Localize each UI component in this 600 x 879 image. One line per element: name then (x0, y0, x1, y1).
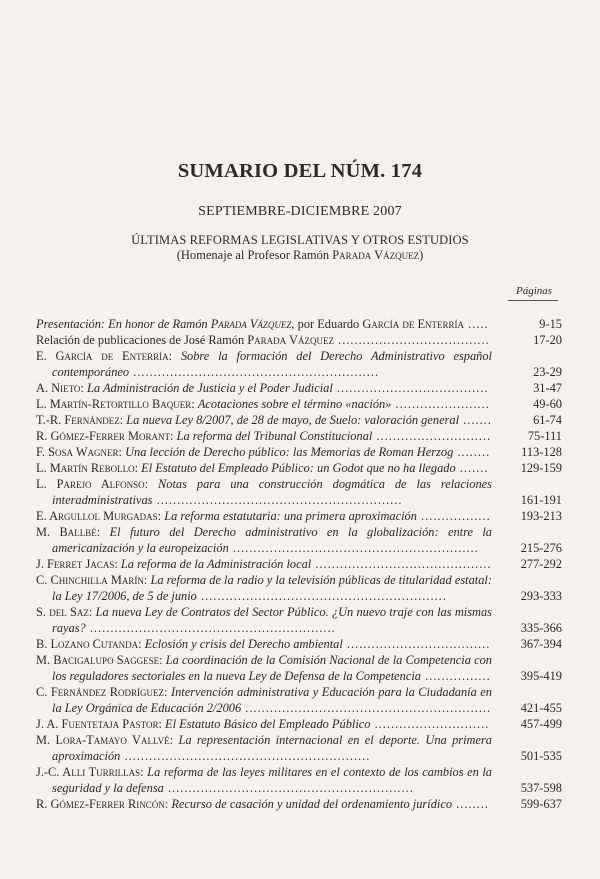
toc-title: El futuro del Derecho administrativo en la globalización: entre la americanización y la europeización (52, 525, 492, 555)
leader-dots: ............................................................ (196, 589, 447, 603)
toc-title: La reforma de las leyes militares en el contexto de los cambios en la seguridad y la defensa (52, 765, 492, 795)
toc-entry-text (36, 716, 492, 732)
toc-author: T.-R. Fernández: (36, 413, 124, 427)
toc-entry (36, 428, 562, 444)
toc-entry-text (36, 508, 492, 524)
toc-entry-text (36, 652, 492, 684)
toc-entry-text (36, 732, 492, 764)
toc-author: B. Lozano Cutanda: (36, 637, 142, 651)
toc-pages: 9-15 (539, 317, 562, 331)
leader-dots: ..................................... (334, 333, 490, 347)
toc-title: Presentación: En honor de Ramón (36, 317, 211, 331)
toc-entry (36, 524, 562, 556)
toc-entry-text (36, 476, 492, 508)
toc-entry (36, 316, 562, 332)
toc-entry (36, 572, 562, 604)
toc-author: M. Bacigalupo Saggese: (36, 653, 163, 667)
toc-pages: 17-20 (533, 333, 562, 347)
toc-entry-text (36, 796, 492, 812)
toc-author: L. Martín-Retortillo Baquer: (36, 397, 195, 411)
toc-pages: 457-499 (520, 717, 562, 731)
toc-title: La reforma del Tribunal Constitucional (176, 429, 373, 443)
toc-author: R. Gómez-Ferrer Morant: (36, 429, 174, 443)
toc-author: J. A. Fuentetaja Pastor: (36, 717, 162, 731)
toc-pages: 113-128 (521, 445, 562, 459)
leader-dots: ............................................................ (120, 749, 371, 763)
toc-pages: 537-598 (520, 781, 562, 795)
leader-dots: ............................................................ (85, 621, 336, 635)
toc-title: Una lección de Derecho público: las Memorias de Roman Herzog (125, 445, 454, 459)
toc-author: C. Chinchilla Marín: (36, 573, 148, 587)
toc-pages: 31-47 (533, 381, 562, 395)
toc-title: Notas para una construcción dogmática de las relaciones interadministrativas (52, 477, 492, 507)
leader-dots: ....................... (391, 397, 490, 411)
toc-entry (36, 396, 562, 412)
toc-author: E. Argullol Murgadas: (36, 509, 162, 523)
toc-author: J. Ferret Jacas: (36, 557, 118, 571)
toc-author: F. Sosa Wagner: (36, 445, 122, 459)
toc-entry-text (36, 572, 492, 604)
leader-dots: ............................................................ (228, 541, 479, 555)
toc-entry-text (36, 428, 492, 444)
toc-author: L. Martín Rebollo: (36, 461, 139, 475)
toc-entry (36, 460, 562, 476)
section-subtitle-prefix: (Homenaje al Profesor Ramón (176, 248, 333, 262)
toc-entry (36, 380, 562, 396)
leader-dots: ..................................... (332, 381, 489, 395)
toc-title: Eclosión y crisis del Derecho ambiental (144, 637, 343, 651)
toc-title: La Administración de Justicia y el Poder Judicial (86, 381, 333, 395)
toc-pages: 395-419 (520, 669, 562, 683)
toc-author: J.-C. Alli Turrillas: (36, 765, 144, 779)
leader-dots: ........ (453, 445, 491, 459)
leader-dots: ............................................................ (241, 701, 492, 715)
toc-pages: 421-455 (520, 701, 562, 715)
toc-pages: 501-535 (520, 749, 562, 763)
leader-dots: ............................ (370, 717, 490, 731)
toc-title: Recurso de casación y unidad del ordenamiento jurídico (171, 797, 453, 811)
toc-entry-text (36, 412, 492, 428)
leader-dots: ........ (452, 797, 489, 811)
toc-pages: 161-191 (520, 493, 562, 507)
toc-author: S. del Saz: (36, 605, 93, 619)
toc-pages: 335-366 (520, 621, 562, 635)
toc-entry (36, 348, 562, 380)
section-title: ÚLTIMAS REFORMAS LEGISLATIVAS Y OTROS ESTUDIOS (131, 233, 469, 247)
toc-pages: 293-333 (520, 589, 562, 603)
toc-pages: 215-276 (520, 541, 562, 555)
toc-author: E. García de Enterría: (36, 349, 173, 363)
leader-dots: ....... (459, 413, 492, 427)
section-subtitle-name: Parada Vázquez (332, 248, 420, 262)
pages-column-rule (508, 300, 558, 301)
leader-dots: ............................................................ (129, 365, 380, 379)
toc-pages: 367-394 (520, 637, 562, 651)
toc-title: La reforma de la radio y la televisión públicas de titularidad estatal: la Ley 17/2006, de 5 de junio (52, 573, 492, 603)
toc-entry (36, 764, 562, 796)
toc-entry (36, 556, 562, 572)
toc-entry (36, 732, 562, 764)
toc-entry (36, 444, 562, 460)
toc-entry-text (36, 524, 492, 556)
page-title: SUMARIO DEL NÚM. 174 (177, 160, 423, 182)
toc-title: La nueva Ley de Contratos del Sector Público. ¿Un nuevo traje con las mismas rayas? (52, 605, 492, 635)
leader-dots: ................. (416, 509, 491, 523)
leader-dots: ............................................................ (152, 493, 403, 507)
toc-entry (36, 508, 562, 524)
toc-title: El Estatuto Básico del Empleado Público (165, 717, 371, 731)
toc-entry-text (36, 316, 492, 332)
toc-entry-text (36, 636, 492, 652)
toc-text-name: Parada Vázquez (247, 333, 334, 347)
toc-entry-text (36, 380, 492, 396)
leader-dots: ................ (421, 669, 491, 683)
toc-title: Sobre la formación del Derecho Administrativo español contemporáneo (52, 349, 492, 379)
toc-author: R. Gómez-Ferrer Rincón: (36, 797, 169, 811)
toc-pages: 23-29 (533, 365, 562, 379)
toc-title: La reforma estatutaria: una primera aproximación (164, 509, 417, 523)
toc-entry (36, 636, 562, 652)
toc-entry-text (36, 684, 492, 716)
toc-entry (36, 332, 562, 348)
toc-title-name: Parada Vázquez, (210, 317, 295, 331)
toc-author: C. Fernández Rodríguez: (36, 685, 168, 699)
toc-pages: 277-292 (520, 557, 562, 571)
leader-dots: ............................................................ (163, 781, 414, 795)
leader-dots: ..... (464, 317, 489, 331)
toc-pages: 61-74 (533, 413, 562, 427)
toc-entry-text (36, 396, 492, 412)
leader-dots: ........................................... (311, 557, 492, 571)
issue-period: SEPTIEMBRE-DICIEMBRE 2007 (198, 204, 402, 219)
toc-entry-text (36, 460, 492, 476)
toc-entry-text (36, 764, 492, 796)
section-subtitle-suffix: ) (419, 248, 424, 262)
pages-column-label: Páginas (515, 285, 553, 297)
toc-author: A. Nieto: (36, 381, 84, 395)
toc-title: La nueva Ley 8/2007, de 28 de mayo, de Suelo: valoración general (126, 413, 460, 427)
toc-entry (36, 684, 562, 716)
table-of-contents (36, 316, 562, 812)
toc-title: Acotaciones sobre el término «nación» (197, 397, 392, 411)
toc-author: L. Parejo Alfonso: (36, 477, 149, 491)
toc-entry-text (36, 444, 492, 460)
toc-title: La coordinación de la Comisión Nacional de la Competencia con los reguladores sectoriales en la nueva Ley de Defensa de la Competencia (52, 653, 492, 683)
toc-entry-text (36, 332, 492, 348)
toc-entry (36, 604, 562, 636)
toc-entry (36, 716, 562, 732)
toc-pages: 75-111 (527, 429, 562, 443)
toc-entry-text (36, 348, 492, 380)
toc-author: M. Ballbé: (36, 525, 101, 539)
toc-entry (36, 652, 562, 684)
toc-entry-text (36, 604, 492, 636)
toc-title: El Estatuto del Empleado Público: un Godot que no ha llegado (141, 461, 456, 475)
toc-title: La reforma de la Administración local (120, 557, 312, 571)
toc-text-name: García de Enterría (362, 317, 465, 331)
toc-entry (36, 412, 562, 428)
toc-title: La representación internacional en el deporte. Una primera aproximación (52, 733, 492, 763)
toc-pages: 193-213 (520, 509, 562, 523)
toc-pages: 129-159 (520, 461, 562, 475)
toc-title: Intervención administrativa y Educación para la Ciudadanía en la Ley Orgánica de Educación 2/2006 (52, 685, 492, 715)
toc-pages: 49-60 (533, 397, 562, 411)
toc-entry (36, 476, 562, 508)
leader-dots: ....... (455, 461, 489, 475)
toc-entry-text (36, 556, 492, 572)
toc-author: M. Lora-Tamayo Vallvé: (36, 733, 174, 747)
leader-dots: ................................... (342, 637, 491, 651)
toc-entry (36, 796, 562, 812)
toc-text: Relación de publicaciones de José Ramón (36, 333, 248, 347)
leader-dots: ............................ (372, 429, 492, 443)
toc-text: por Eduardo (294, 317, 363, 331)
toc-pages: 599-637 (520, 797, 562, 811)
section-subtitle (0, 248, 600, 263)
